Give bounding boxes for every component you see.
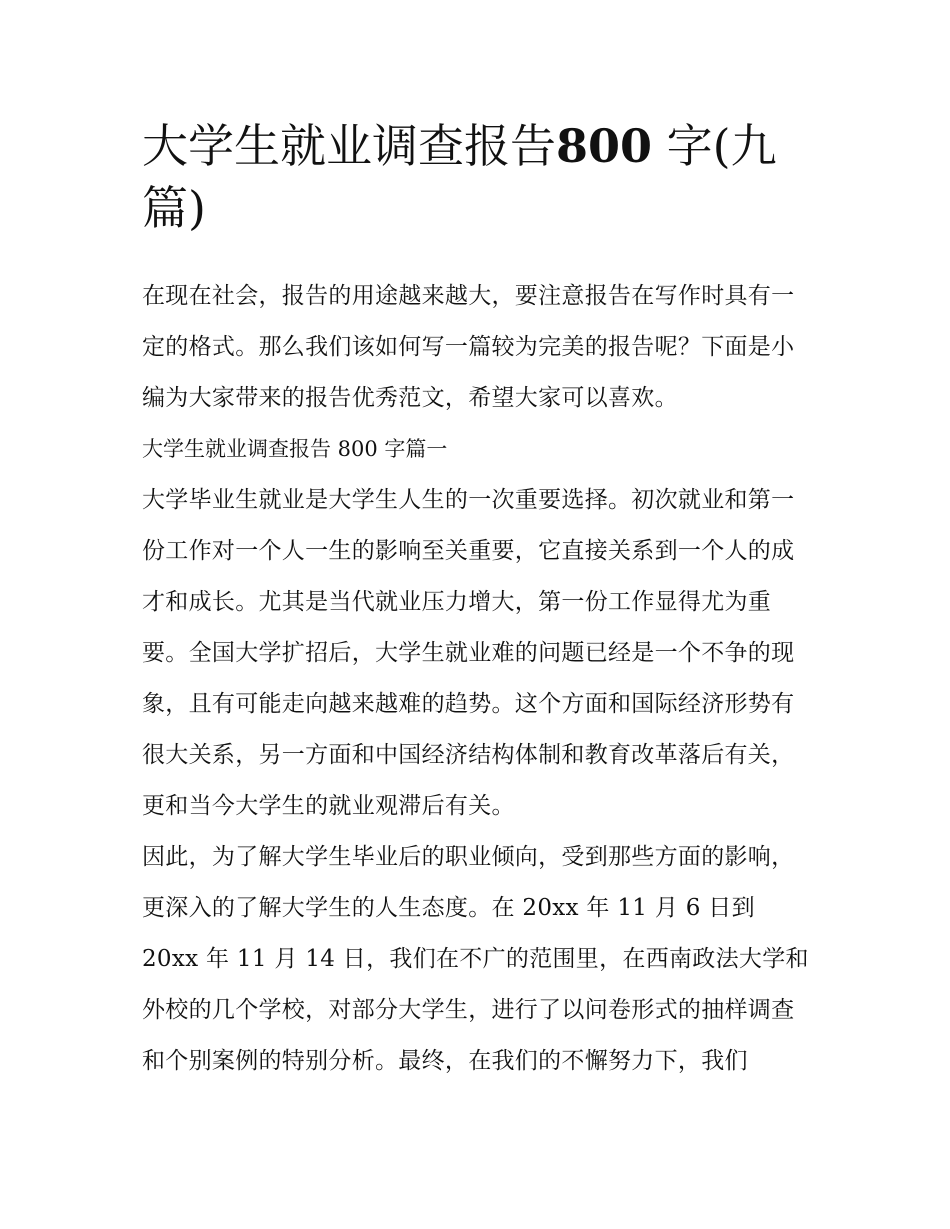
body-paragraph: 大学毕业生就业是大学生人生的一次重要选择。初次就业和第一份工作对一个人一生的影响至关重要，它直接关系到一个人的成才和成长。尤其是当代就业压力增大，第一份工作显得尤为重要。全国大学扩招后，大学生就业难的问题已经是一个不争的现象，且有可能走向越来越难的趋势。这个方面和国际经济形势有很大关系，另一方面和中国经济结构体制和教育改革落后有关，更和当今大学生的就业观滞后有关。 [142, 487, 795, 819]
document-content [142, 115, 814, 1087]
title-prefix: 大学生就业调查报告 [142, 119, 556, 173]
document-title [142, 115, 814, 239]
document-body [142, 271, 814, 1087]
title-number: 800 [556, 119, 653, 173]
section-heading: 大学生就业调查报告 800 字篇一 [142, 437, 448, 461]
title-suffix: 字(九篇) [142, 119, 777, 235]
intro-paragraph: 在现在社会，报告的用途越来越大，要注意报告在写作时具有一定的格式。那么我们该如何写一篇较为完美的报告呢？下面是小编为大家带来的报告优秀范文，希望大家可以喜欢。 [142, 283, 795, 411]
body-paragraph: 因此，为了解大学生毕业后的职业倾向，受到那些方面的影响，更深入的了解大学生的人生态度。在 20xx 年 11 月 6 日到 20xx 年 11 月 14 日，我们在不广的范围里，在西南政法大学和外校的几个学校，对部分大学生，进行了以问卷形式的抽样调查和个别案例的特别分析。最终，在我们的不懈努力下，我们 [142, 844, 809, 1074]
